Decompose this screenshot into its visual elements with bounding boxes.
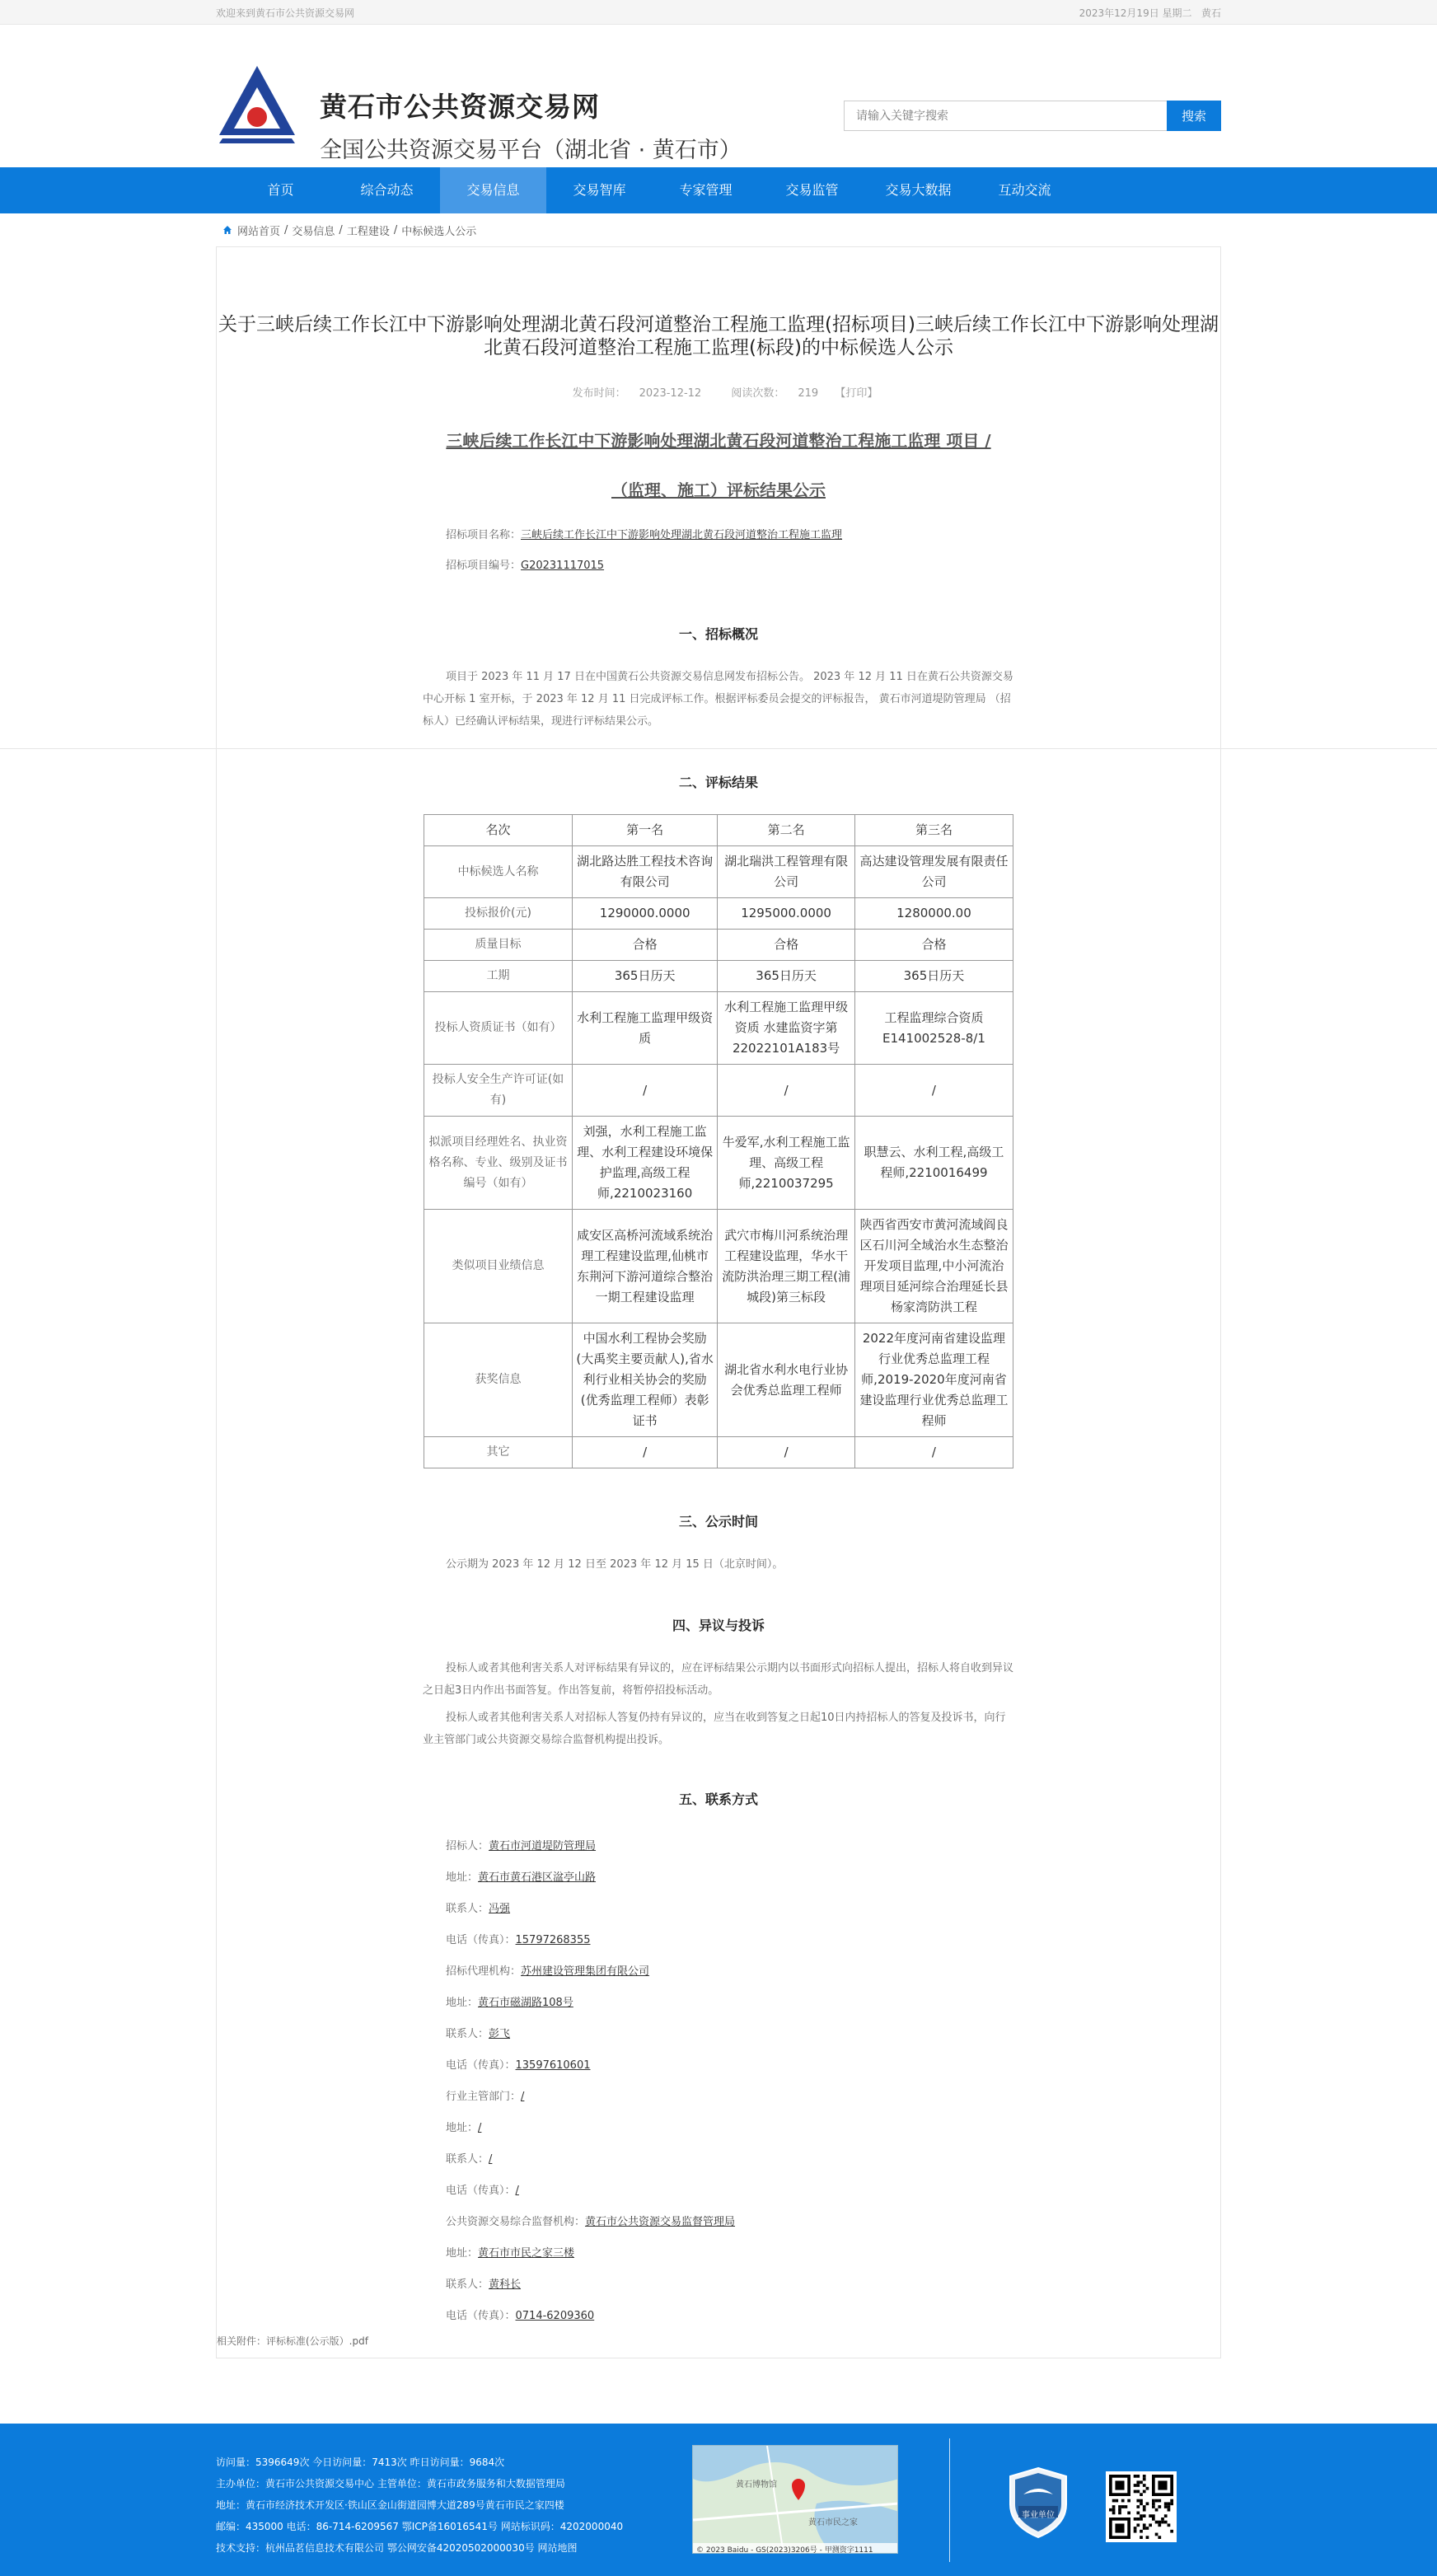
contact-row: [446, 1894, 1014, 1925]
site-logo-icon[interactable]: [216, 63, 298, 145]
contact-value: 黄石市磁湖路108号: [478, 1997, 573, 2009]
contact-label: 公共资源交易综合监督机构：: [446, 2216, 586, 2228]
section-3-heading: 三、公示时间: [678, 1514, 758, 1529]
table-cell: 1295000.0000: [718, 898, 855, 930]
views-label: 阅读次数：: [731, 387, 785, 400]
contact-label: 地址：: [446, 1871, 479, 1884]
contact-value: /: [478, 2122, 482, 2134]
table-cell: 陕西省西安市黄河流域阎良区石川河全域治水生态整治开发项目监理,中小河流治理项目延河综合治理延长县杨家湾防洪工程: [854, 1210, 1013, 1323]
map-label-center: 黄石市民之家: [808, 2518, 858, 2527]
contact-list: [423, 1831, 1014, 2332]
breadcrumb: 网站首页 / 交易信息 / 工程建设 / 中标候选人公示: [216, 213, 1221, 246]
search-button[interactable]: 搜索: [1167, 101, 1221, 131]
doc-heading-1: 三峡后续工作长江中下游影响处理湖北黄石段河道整治工程施工监理 项目 /: [446, 431, 991, 451]
section-2-heading: 二、评标结果: [678, 775, 758, 790]
qr-code-icon: [1109, 2475, 1173, 2539]
contact-label: 电话（传真）：: [446, 1934, 516, 1946]
contact-row: [446, 1988, 1014, 2019]
table-header-cell: 第一名: [573, 815, 718, 846]
table-row: [424, 1323, 1013, 1437]
badge-text: 事业单位: [1022, 2511, 1055, 2520]
contact-value: 冯强: [489, 1903, 511, 1915]
contact-label: 联系人：: [446, 2028, 489, 2040]
contact-label: 地址：: [446, 2122, 479, 2134]
contact-row: [446, 1956, 1014, 1988]
contact-row: [446, 2050, 1014, 2082]
site-subtitle: 全国公共资源交易平台（湖北省 · 黄石市）: [320, 138, 742, 163]
table-cell: 合格: [573, 930, 718, 961]
footer-info: [216, 2452, 623, 2559]
welcome-text: 欢迎来到黄石市公共资源交易网: [216, 7, 355, 19]
map-label-museum: 黄石博物馆: [736, 2480, 777, 2489]
contact-row: [446, 2082, 1014, 2113]
contact-value: 彭飞: [489, 2028, 511, 2040]
table-header-cell: 第二名: [718, 815, 855, 846]
project-name-label: 招标项目名称：: [446, 529, 522, 541]
project-name-row: [446, 525, 1014, 546]
table-cell: /: [854, 1065, 1013, 1117]
table-cell: 湖北瑞洪工程管理有限公司: [718, 846, 855, 898]
contact-row: [446, 2144, 1014, 2176]
contact-label: 联系人：: [446, 2279, 489, 2291]
project-no-row: [446, 555, 1014, 576]
table-row: [424, 846, 1013, 898]
publish-date: 2023-12-12: [639, 387, 702, 400]
shield-icon: [1007, 2466, 1070, 2539]
contact-label: 地址：: [446, 1997, 479, 2009]
row-label: 获奖信息: [424, 1323, 573, 1437]
table-cell: 合格: [854, 930, 1013, 961]
table-row: [424, 961, 1013, 992]
contact-value: 黄石市公共资源交易监督管理局: [585, 2216, 736, 2228]
contact-row: [446, 2269, 1014, 2301]
table-cell: 职慧云、水利工程,高级工程师,2210016499: [854, 1117, 1013, 1210]
footer-line: 地址：黄石市经济技术开发区·铁山区金山街道园博大道289号黄石市民之家四楼: [216, 2499, 564, 2511]
row-label: 中标候选人名称: [424, 846, 573, 898]
section-1-text: 项目于 2023 年 11 月 17 日在中国黄石公共资源交易信息网发布招标公告。 2023 年 12 月 11 日在黄石公共资源交易中心开标 1 室开标，于 2023 年 12 月 11 日完成评标工作。根据评标委员会提交的评标报告， 黄石市河道堤防管理局 （招标人）已经确认评标结果，现进行评标结果公示。: [423, 671, 1013, 728]
contact-label: 招标代理机构：: [446, 1965, 522, 1978]
contact-label: 行业主管部门：: [446, 2091, 522, 2103]
table-cell: 水利工程施工监理甲级资质: [573, 992, 718, 1065]
table-cell: 365日历天: [573, 961, 718, 992]
contact-value: 15797268355: [515, 1934, 591, 1946]
row-label: 拟派项目经理姓名、执业资格名称、专业、级别及证书编号（如有）: [424, 1117, 573, 1210]
table-row: [424, 1210, 1013, 1323]
contact-value: 苏州建设管理集团有限公司: [521, 1965, 650, 1978]
nav-item-5[interactable]: 交易监管: [785, 182, 839, 198]
table-row: [424, 1437, 1013, 1468]
contact-value: /: [515, 2185, 519, 2197]
footer-line: 邮编：435000 电话：86-714-6209567 鄂ICP备16016541号 网站标识码：4202000040: [216, 2521, 624, 2532]
contact-row: [446, 1925, 1014, 1956]
row-label: 投标报价(元): [424, 898, 573, 930]
contact-value: 13597610601: [515, 2059, 591, 2072]
table-cell: 刘强，水利工程施工监理、水利工程建设环境保护监理,高级工程师,2210023160: [573, 1117, 718, 1210]
breadcrumb-current: 中标候选人公示: [401, 225, 477, 238]
nav-item-1[interactable]: 综合动态: [360, 182, 414, 198]
location-map[interactable]: [692, 2445, 898, 2554]
views-count: 219: [798, 387, 819, 400]
table-cell: /: [573, 1065, 718, 1117]
nav-item-2[interactable]: 交易信息: [440, 167, 546, 213]
search-box: [844, 101, 1221, 131]
table-row: [424, 930, 1013, 961]
nav-item-7[interactable]: 互动交流: [998, 182, 1051, 198]
site-header: [216, 25, 1221, 167]
breadcrumb-home[interactable]: 网站首页: [237, 225, 281, 238]
doc-heading-2: （监理、施工）评标结果公示: [611, 480, 826, 500]
contact-value: /: [489, 2153, 493, 2166]
contact-label: 招标人：: [446, 1840, 489, 1852]
result-table: [424, 814, 1013, 1468]
table-cell: /: [573, 1437, 718, 1468]
contact-label: 电话（传真）：: [446, 2310, 516, 2322]
row-label: 质量目标: [424, 930, 573, 961]
table-cell: 365日历天: [854, 961, 1013, 992]
home-icon: [222, 225, 232, 235]
footer-divider: [949, 2438, 950, 2562]
qr-code: [1106, 2471, 1177, 2542]
section-4-para-1: 投标人或者其他利害关系人对评标结果有异议的，应在评标结果公示期内以书面形式向招标人提出，招标人将自收到异议之日起3日内作出书面答复。作出答复前，将暂停招投标活动。: [423, 1662, 1014, 1697]
table-header-row: [424, 815, 1013, 846]
main-nav: [0, 167, 1437, 213]
contact-row: [446, 2207, 1014, 2238]
nav-item-6[interactable]: 交易大数据: [885, 182, 952, 198]
contact-row: [446, 2113, 1014, 2144]
contact-row: [446, 1862, 1014, 1894]
contact-row: [446, 1831, 1014, 1862]
contact-label: 电话（传真）：: [446, 2185, 516, 2197]
table-cell: /: [718, 1437, 855, 1468]
table-cell: 1280000.00: [854, 898, 1013, 930]
nav-item-3[interactable]: 交易智库: [573, 182, 626, 198]
table-cell: 牛爱军,水利工程施工监理、高级工程师,2210037295: [718, 1117, 855, 1210]
table-cell: 水利工程施工监理甲级资质 水建监资字第22022101A183号: [718, 992, 855, 1065]
contact-row: [446, 2019, 1014, 2050]
table-row: [424, 992, 1013, 1065]
section-4-heading: 四、异议与投诉: [672, 1618, 765, 1633]
contact-label: 地址：: [446, 2247, 479, 2260]
date-text: 2023年12月19日 星期二: [1079, 7, 1192, 19]
map-caption: © 2023 Baidu - GS(2023)3206号 - 甲测资字1111: [696, 2546, 873, 2554]
table-cell: 2022年度河南省建设监理行业优秀总监理工程师,2019-2020年度河南省建设监理行业优秀总监理工程师: [854, 1323, 1013, 1437]
row-label: 投标人资质证书（如有）: [424, 992, 573, 1065]
table-cell: 高达建设管理发展有限责任公司: [854, 846, 1013, 898]
footer-line: 访问量：5396649次 今日访问量：7413次 昨日访问量：9684次: [216, 2457, 505, 2468]
section-1-heading: 一、招标概况: [678, 626, 758, 642]
table-cell: 武穴市梅川河系统治理工程建设监理，华水干流防洪治理三期工程(浦城段)第三标段: [718, 1210, 855, 1323]
contact-value: 黄石市黄石港区湓亭山路: [478, 1871, 597, 1884]
article-meta: [217, 384, 1220, 400]
contact-row: [446, 2238, 1014, 2269]
table-cell: /: [718, 1065, 855, 1117]
contact-value: 0714-6209360: [515, 2310, 595, 2322]
table-header-cell: 第三名: [854, 815, 1013, 846]
row-label: 其它: [424, 1437, 573, 1468]
article-container: [216, 246, 1221, 2358]
public-institution-badge[interactable]: [1007, 2466, 1070, 2539]
top-bar: [0, 0, 1437, 25]
nav-item-0[interactable]: 首页: [267, 182, 294, 198]
table-cell: 湖北省水利水电行业协会优秀总监理工程师: [718, 1323, 855, 1437]
contact-value: 黄科长: [489, 2279, 522, 2291]
site-title: 黄石市公共资源交易网: [320, 91, 600, 123]
site-footer: [0, 2424, 1437, 2576]
contact-value: 黄石市河道堤防管理局: [489, 1840, 597, 1852]
project-name: 三峡后续工作长江中下游影响处理湖北黄石段河道整治工程施工监理: [521, 529, 843, 541]
footer-line: 主办单位：黄石市公共资源交易中心 主管单位：黄石市政务服务和大数据管理局: [216, 2478, 565, 2489]
nav-item-4[interactable]: 专家管理: [679, 182, 733, 198]
print-link[interactable]: 【打印】: [835, 387, 878, 400]
table-cell: 中国水利工程协会奖励(大禹奖主要贡献人),省水利行业相关协会的奖励(优秀监理工程师）表彰证书: [573, 1323, 718, 1437]
contact-label: 联系人：: [446, 2153, 489, 2166]
section-3-text: 公示期为 2023 年 12 月 12 日至 2023 年 12 月 15 日（北京时间）。: [446, 1558, 784, 1571]
table-cell: /: [854, 1437, 1013, 1468]
article-title: 关于三峡后续工作长江中下游影响处理湖北黄石段河道整治工程施工监理(招标项目)三峡后续工作长江中下游影响处理湖北黄石段河道整治工程施工监理(标段)的中标候选人公示: [218, 314, 1219, 358]
weather-text: 黄石: [1201, 7, 1221, 19]
contact-row: [446, 2301, 1014, 2332]
search-input[interactable]: [844, 101, 1167, 131]
footer-line: 技术支持：杭州品茗信息技术有限公司 鄂公网安备42020502000030号 网站地图: [216, 2542, 578, 2554]
contact-label: 电话（传真）：: [446, 2059, 516, 2072]
table-cell: 工程监理综合资质E141002528-8/1: [854, 992, 1013, 1065]
row-label: 投标人安全生产许可证(如有): [424, 1065, 573, 1117]
table-row: [424, 1065, 1013, 1117]
table-header-cell: 名次: [424, 815, 573, 846]
breadcrumb-trade-info[interactable]: 交易信息: [292, 225, 335, 238]
table-row: [424, 898, 1013, 930]
table-row: [424, 1117, 1013, 1210]
section-4-para-2: 投标人或者其他利害关系人对招标人答复仍持有异议的，应当在收到答复之日起10日内持招标人的答复及投诉书，向行业主管部门或公共资源交易综合监督机构提出投诉。: [423, 1712, 1006, 1746]
contact-value: 黄石市市民之家三楼: [478, 2247, 575, 2260]
row-label: 工期: [424, 961, 573, 992]
map-image: [693, 2446, 898, 2554]
table-cell: 湖北路达胜工程技术咨询有限公司: [573, 846, 718, 898]
section-5-heading: 五、联系方式: [678, 1791, 758, 1807]
breadcrumb-engineering[interactable]: 工程建设: [346, 225, 390, 238]
project-no: G20231117015: [521, 560, 605, 572]
publish-label: 发布时间：: [572, 387, 626, 400]
table-cell: 咸安区高桥河流域系统治理工程建设监理,仙桃市东荆河下游河道综合整治一期工程建设监理: [573, 1210, 718, 1323]
table-cell: 1290000.0000: [573, 898, 718, 930]
attachment-link[interactable]: 相关附件：评标标准(公示版）.pdf: [217, 2335, 368, 2347]
contact-row: [446, 2176, 1014, 2207]
contact-value: /: [521, 2091, 525, 2103]
row-label: 类似项目业绩信息: [424, 1210, 573, 1323]
table-cell: 合格: [718, 930, 855, 961]
table-cell: 365日历天: [718, 961, 855, 992]
article-body: [423, 416, 1014, 2332]
contact-label: 联系人：: [446, 1903, 489, 1915]
project-no-label: 招标项目编号：: [446, 560, 522, 572]
